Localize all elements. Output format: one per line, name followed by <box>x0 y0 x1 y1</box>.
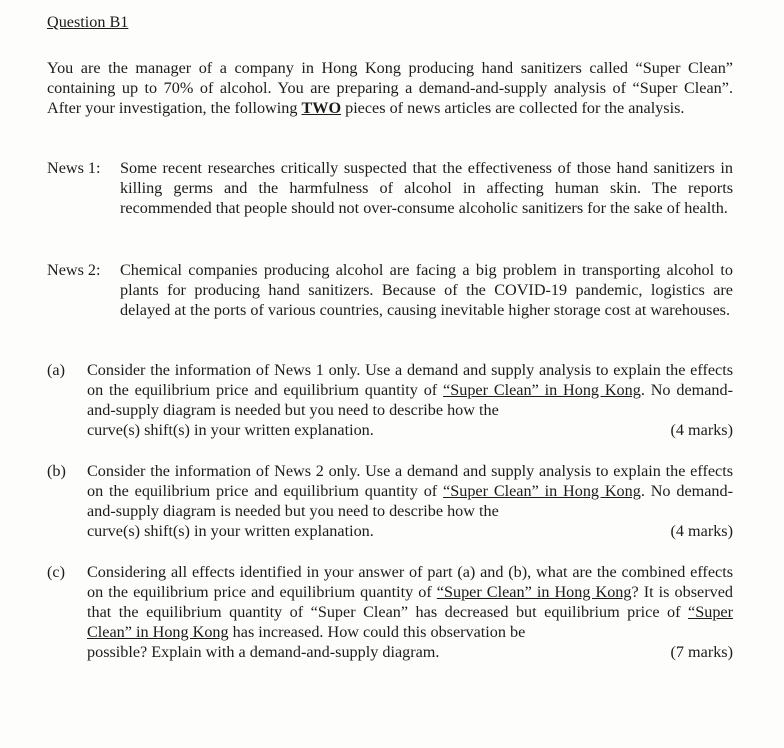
question-part-c <box>47 562 733 662</box>
part-text-1: Consider the information of News 1 only. Use a demand and supply analysis to explain the effects on the equilibrium price and equilibrium quantity of <box>87 361 733 399</box>
intro-paragraph <box>47 58 733 118</box>
news-text: Some recent researches critically suspected that the effectiveness of those hand sanitizers in killing germs and the harmfulness of alcohol in affecting human skin. The reports recommended that people should not over-consume alcoholic sanitizers for the sake of health. <box>120 159 733 217</box>
news-label: News 2: <box>47 261 101 279</box>
news-item-2 <box>47 260 733 320</box>
marks-label: (4 marks) <box>670 421 733 439</box>
news-item-1 <box>47 158 733 218</box>
intro-emphasis: TWO <box>301 99 342 117</box>
part-text-3: has increased. How could this observation be <box>228 623 526 641</box>
part-label: (b) <box>47 462 66 480</box>
part-text-last: curve(s) shift(s) in your written explanation. <box>87 522 374 540</box>
marks-label: (4 marks) <box>670 522 733 540</box>
part-text-last: possible? Explain with a demand-and-supply diagram. <box>87 643 440 661</box>
part-underline-1: “Super Clean” in Hong Kong <box>436 583 632 601</box>
intro-text-1: You are the manager of a company in Hong Kong producing hand sanitizers called “Super Clean” containing up to 70% of alcohol. You are preparing a demand-and-supply analysis of “Super Clean”. After your investigation, the following <box>47 59 733 117</box>
part-text-2: ? It is observed that the equilibrium quantity of “Super Clean” has decreased but equilibrium price of <box>87 583 733 621</box>
intro-text-2: pieces of news articles are collected for the analysis. <box>341 99 685 117</box>
part-text-1: Considering all effects identified in your answer of part (a) and (b), what are the combined effects on the equilibrium price and equilibrium quantity of <box>87 563 733 601</box>
news-text: Chemical companies producing alcohol are facing a big problem in transporting alcohol to plants for producing hand sanitizers. Because of the COVID-19 pandemic, logistics are delayed at the ports of various countries, causing inevitable higher storage cost at warehouses. <box>120 261 733 319</box>
question-title: Question B1 <box>47 13 129 31</box>
part-underline-2: “Super Clean” in Hong Kong <box>87 603 733 641</box>
part-text <box>87 360 733 440</box>
part-label: (c) <box>47 563 65 581</box>
part-underline-1: “Super Clean” in Hong Kong <box>443 381 641 399</box>
part-text-2: . No demand-and-supply diagram is needed but you need to describe how the <box>87 381 733 419</box>
question-part-b <box>47 461 733 541</box>
part-text-1: Consider the information of News 2 only. Use a demand and supply analysis to explain the effects on the equilibrium price and equilibrium quantity of <box>87 462 733 500</box>
news-label: News 1: <box>47 159 101 177</box>
part-underline-1: “Super Clean” in Hong Kong <box>443 482 641 500</box>
part-text-last: curve(s) shift(s) in your written explanation. <box>87 421 374 439</box>
question-part-a <box>47 360 733 440</box>
part-text <box>87 461 733 541</box>
part-text <box>87 562 733 662</box>
marks-label: (7 marks) <box>670 643 733 661</box>
part-label: (a) <box>47 361 65 379</box>
part-text-2: . No demand-and-supply diagram is needed but you need to describe how the <box>87 482 733 520</box>
